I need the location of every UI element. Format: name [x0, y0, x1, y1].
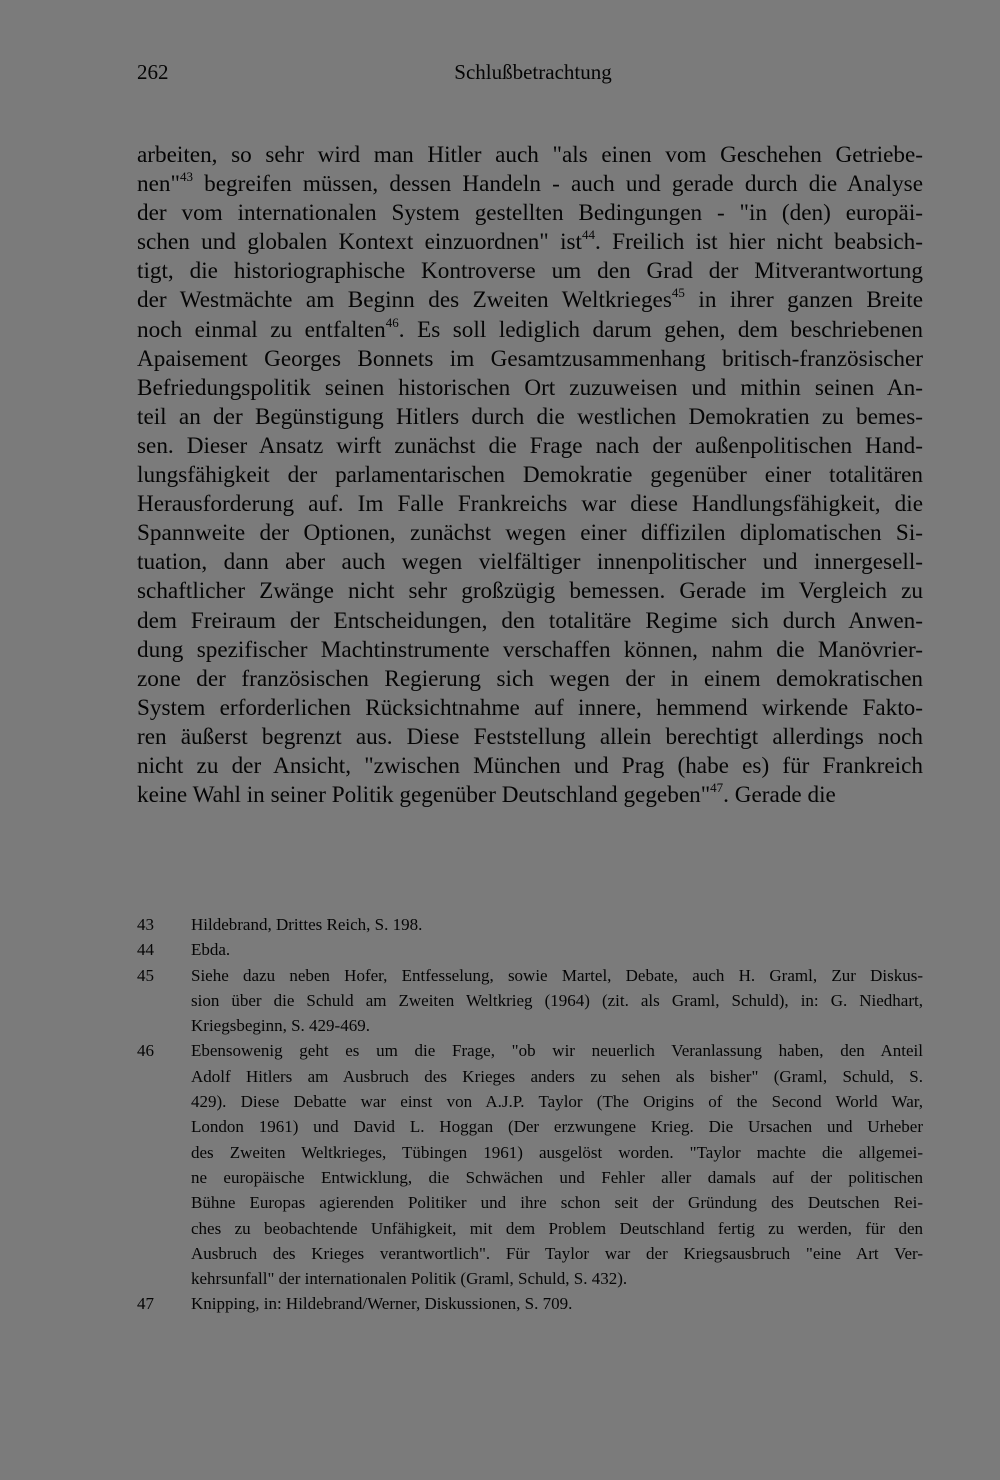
- text-line: dung spezifischer Machtinstrumente verschaffen können, nahm die Manövrier-: [137, 636, 923, 663]
- text-line: arbeiten, so sehr wird man Hitler auch "als einen vom Geschehen Getriebe-: [137, 142, 923, 168]
- text-line: tigt, die historiographische Kontroverse um den Grad der Mitverantwortung: [137, 258, 923, 285]
- text-line: teil an der Begünstigung Hitlers durch die westlichen Demokratien zu bemes-: [137, 403, 923, 430]
- text-line: Apaisement Georges Bonnets im Gesamtzusammenhang britisch-französischer: [137, 345, 923, 372]
- footnote-text-line: Hildebrand, Drittes Reich, S. 198.: [191, 915, 423, 934]
- footnote-text-line: ches zu beobachtende Unfähigkeit, mit dem Problem Deutschland fertig zu werden, für den: [191, 1218, 923, 1238]
- page-number: 262: [137, 60, 169, 84]
- text-line: System erforderlichen Rücksichtnahme auf innere, hemmend wirkende Fakto-: [137, 694, 923, 721]
- footnote-reference: 46: [385, 314, 399, 330]
- footnote-reference: 43: [179, 169, 193, 185]
- footnote-text-line: sion über die Schuld am Zweiten Weltkrieg (1964) (zit. als Graml, Schuld), in: G. Niedhart,: [191, 990, 923, 1010]
- text-line: ren äußerst begrenzt aus. Diese Feststellung allein berechtigt allerdings noch: [137, 723, 923, 750]
- text-line: der vom internationalen System gestellten Bedingungen - "in (den) europäi-: [137, 200, 923, 227]
- footnote-number: 43: [137, 915, 154, 934]
- footnote-45: [137, 963, 923, 1039]
- footnote-number: 47: [137, 1294, 154, 1314]
- text-line: nen"$^{43}$ begreifen müssen, dessen Handeln - auch und gerade durch die Analyse: [137, 169, 923, 198]
- text-line: Befriedungspolitik seinen historischen Ort zuzuweisen und mithin seinen An-: [137, 374, 923, 401]
- footnote-text-line: ne europäische Entwicklung, die Schwächen und Fehler aller damals auf der politischen: [191, 1167, 923, 1187]
- footnote-text-line: London 1961) und David L. Hoggan (Der erzwungene Krieg. Die Ursachen und Urheber: [191, 1117, 923, 1137]
- footnote-text-line: Bühne Europas agierenden Politiker und ihre schon seit der Gründung des Deutschen Rei-: [191, 1193, 923, 1213]
- text-line: dem Freiraum der Entscheidungen, den totalitäre Regime sich durch Anwen-: [137, 607, 923, 634]
- running-head: Schlußbetrachtung: [454, 60, 612, 84]
- footnote-44: [137, 937, 923, 962]
- footnote-text-line: Knipping, in: Hildebrand/Werner, Diskussionen, S. 709.: [191, 1294, 573, 1314]
- footnote-text-line: Ausbruch des Krieges verantwortlich". Für Taylor war der Kriegsausbruch "eine Art Ver-: [191, 1243, 923, 1263]
- text-line: nicht zu der Ansicht, "zwischen München und Prag (habe es) für Frankreich: [137, 752, 923, 779]
- footnote-43: [137, 912, 923, 937]
- footnote-reference: 45: [671, 285, 685, 301]
- text-line: keine Wahl in seiner Politik gegenüber Deutschland gegeben"$^{47}$. Gerade die: [137, 780, 836, 809]
- footnote-text-line: kehrsunfall" der internationalen Politik (Graml, Schuld, S. 432).: [191, 1269, 628, 1289]
- footnote-reference: 44: [582, 227, 595, 243]
- text-line: tuation, dann aber auch wegen vielfältiger innenpolitischer und innergesell-: [137, 549, 923, 576]
- footnote-text-line: Ebensowenig geht es um die Frage, "ob wir neuerlich Veranlassung haben, den Anteil: [191, 1041, 923, 1061]
- text-line: zone der französischen Regierung sich wegen der in einem demokratischen: [137, 665, 923, 692]
- text-line: schen und globalen Kontext einzuordnen" ist$^{44}$. Freilich ist hier nicht beabsich-: [137, 227, 923, 256]
- footnote-text-line: Siehe dazu neben Hofer, Entfesselung, sowie Martel, Debate, auch H. Graml, Zur Diskus-: [191, 965, 923, 985]
- text-line: Herausforderung auf. Im Falle Frankreichs war diese Handlungsfähigkeit, die: [137, 491, 923, 518]
- footnote-text-line: Ebda.: [191, 940, 231, 960]
- footnote-text-line: Adolf Hitlers am Ausbruch des Krieges anders zu sehen als bisher" (Graml, Schuld, S.: [191, 1066, 923, 1086]
- footnotes: [137, 912, 923, 1317]
- text-line: noch einmal zu entfalten$^{46}$. Es soll lediglich darum gehen, dem beschriebenen: [137, 314, 923, 343]
- text-line: lungsfähigkeit der parlamentarischen Demokratie gegenüber einer totalitären: [137, 462, 923, 489]
- text-line: schaftlicher Zwänge nicht sehr großzügig bemessen. Gerade im Vergleich zu: [137, 578, 923, 605]
- footnote-number: 44: [137, 940, 154, 960]
- main-text: [137, 141, 923, 810]
- footnote-46: [137, 1038, 923, 1291]
- footnote-number: 46: [137, 1041, 154, 1061]
- text-line: sen. Dieser Ansatz wirft zunächst die Frage nach der außenpolitischen Hand-: [137, 432, 923, 459]
- footnote-text-line: 429). Diese Debatte war einst von A.J.P. Taylor (The Origins of the Second World War,: [191, 1092, 923, 1112]
- text-line: Spannweite der Optionen, zunächst wegen einer diffizilen diplomatischen Si-: [137, 520, 923, 547]
- footnote-reference: 47: [710, 780, 724, 796]
- footnote-text-line: des Zweiten Weltkrieges, Tübingen 1961) ausgelöst worden. "Taylor machte die allgemei-: [191, 1142, 923, 1162]
- footnote-text-line: Kriegsbeginn, S. 429-469.: [191, 1016, 370, 1036]
- footnote-47: [137, 1291, 923, 1316]
- text-line: der Westmächte am Beginn des Zweiten Weltkrieges$^{45}$ in ihrer ganzen Breite: [137, 285, 923, 314]
- footnote-number: 45: [137, 965, 154, 985]
